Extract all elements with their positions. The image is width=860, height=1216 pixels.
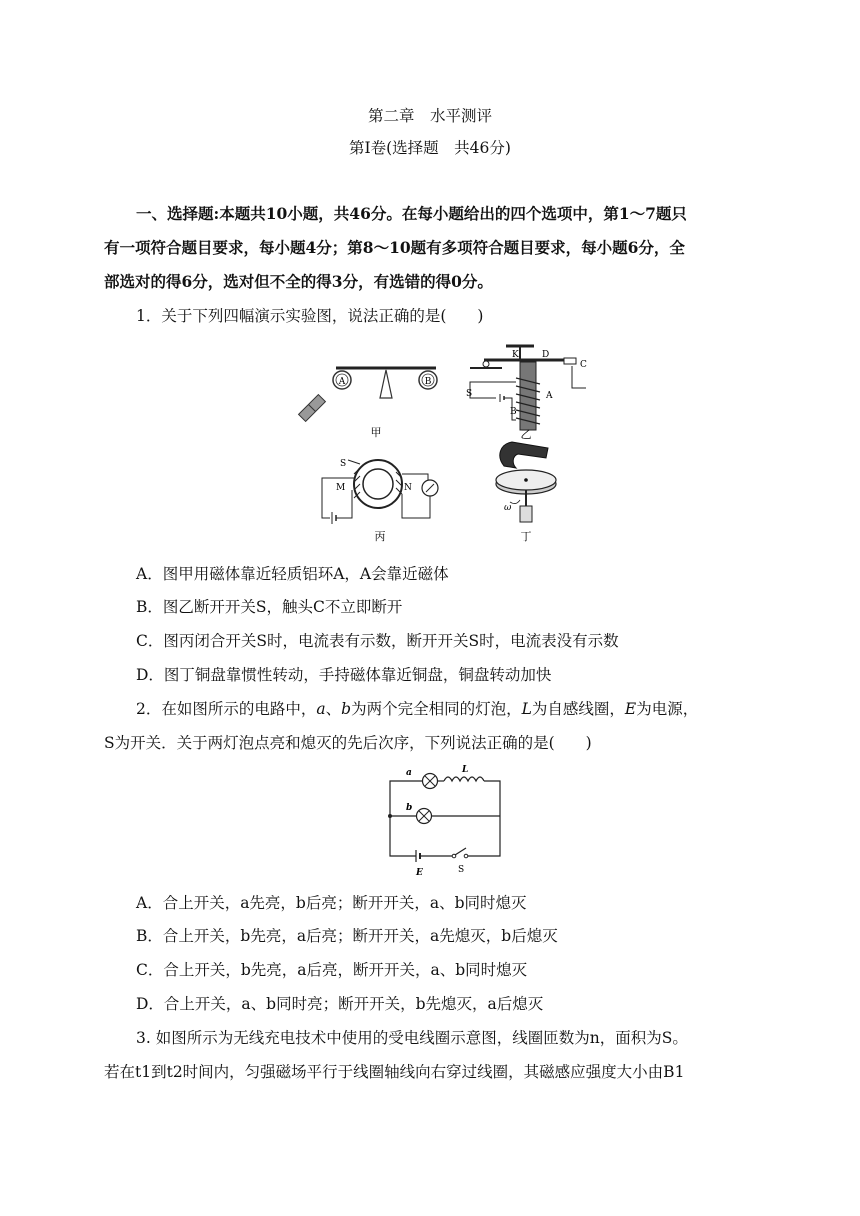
section-instructions-line3: 部选对的得6分，选对但不全的得3分，有选错的得0分。 (104, 272, 493, 291)
mark-K: K (512, 350, 519, 360)
mark-C: C (580, 360, 587, 370)
mark-N: N (404, 483, 412, 493)
question-1-option-c: C．图丙闭合开关S时，电流表有示数，断开开关S时，电流表没有示数 (136, 632, 619, 650)
question-1-option-d: D．图丁铜盘靠惯性转动，手持磁体靠近铜盘，铜盘转动加快 (136, 666, 552, 684)
section-instructions-line1: 一、选择题:本题共10小题，共46分。在每小题给出的四个选项中，第1～7题只 (136, 204, 687, 223)
q2-stem-a: 2．在如图所示的电路中， (136, 700, 317, 718)
circuit-mark-a: a (406, 768, 412, 778)
label-jia: 甲 (370, 426, 382, 439)
question-1-figure (290, 338, 600, 550)
q2-var-L: L (521, 700, 532, 718)
q2-var-a: a (316, 700, 326, 718)
label-ding: 丁 (520, 530, 532, 543)
volume-title: 第Ⅰ卷(选择题 共46分) (349, 139, 511, 157)
q2-stem-c: 为自感线圈， (531, 700, 625, 718)
figure-bing (322, 459, 438, 543)
circuit-mark-E: E (416, 868, 423, 878)
question-3-line1: 3. 如图所示为无线充电技术中使用的受电线圈示意图，线圈匝数为n，面积为S。 (136, 1029, 688, 1047)
mark-B-yi: B (510, 407, 517, 417)
mark-omega: ω (504, 503, 512, 513)
mark-S-yi: S (466, 389, 473, 399)
q2-stem-d: 为电源， (636, 700, 699, 718)
question-2-option-a: A．合上开关，a先亮，b后亮；断开开关，a、b同时熄灭 (136, 894, 527, 912)
label-yi: 乙 (520, 428, 532, 441)
q2-sep: 、 (325, 700, 342, 718)
mark-S-bing: S (340, 459, 347, 469)
question-2-option-c: C．合上开关，b先亮，a后亮，断开开关，a、b同时熄灭 (136, 961, 528, 979)
question-1-stem: 1．关于下列四幅演示实验图，说法正确的是( ) (136, 307, 484, 325)
circuit-mark-S: S (458, 865, 465, 875)
chapter-title: 第二章 水平测评 (367, 107, 492, 125)
mark-A-yi: A (546, 391, 553, 401)
q2-stem-b: 为两个完全相同的灯泡， (351, 700, 522, 718)
question-1-option-a: A．图甲用磁体靠近轻质铝环A，A会靠近磁体 (136, 565, 449, 583)
label-bing: 丙 (374, 530, 386, 543)
question-1-option-b: B．图乙断开开关S，触头C不立即断开 (136, 598, 403, 616)
question-2-circuit-figure (370, 762, 510, 882)
section-instructions-line2: 有一项符合题目要求，每小题4分；第8～10题有多项符合题目要求，每小题6分，全 (104, 238, 685, 257)
question-2-stem-line2: S为开关．关于两灯泡点亮和熄灭的先后次序，下列说法正确的是( ) (104, 734, 592, 752)
q2-var-b: b (341, 700, 352, 718)
figure-yi (466, 346, 587, 441)
figure-ding (496, 442, 556, 543)
circuit-mark-b: b (406, 803, 413, 813)
mark-B-jia: B (424, 377, 432, 387)
question-2-stem (136, 699, 698, 719)
circuit-mark-L: L (462, 765, 469, 775)
figure-jia (299, 368, 437, 439)
mark-M: M (336, 483, 346, 493)
question-2-option-d: D．合上开关，a、b同时亮；断开开关，b先熄灭，a后熄灭 (136, 995, 544, 1013)
question-3-line2: 若在t1到t2时间内，匀强磁场平行于线圈轴线向右穿过线圈，其磁感应强度大小由B1 (104, 1063, 685, 1081)
question-2-option-b: B．合上开关，b先亮，a后亮；断开开关，a先熄灭，b后熄灭 (136, 927, 558, 945)
q2-var-E: E (624, 700, 637, 718)
mark-D: D (542, 350, 550, 360)
mark-A-jia: A (338, 377, 346, 387)
